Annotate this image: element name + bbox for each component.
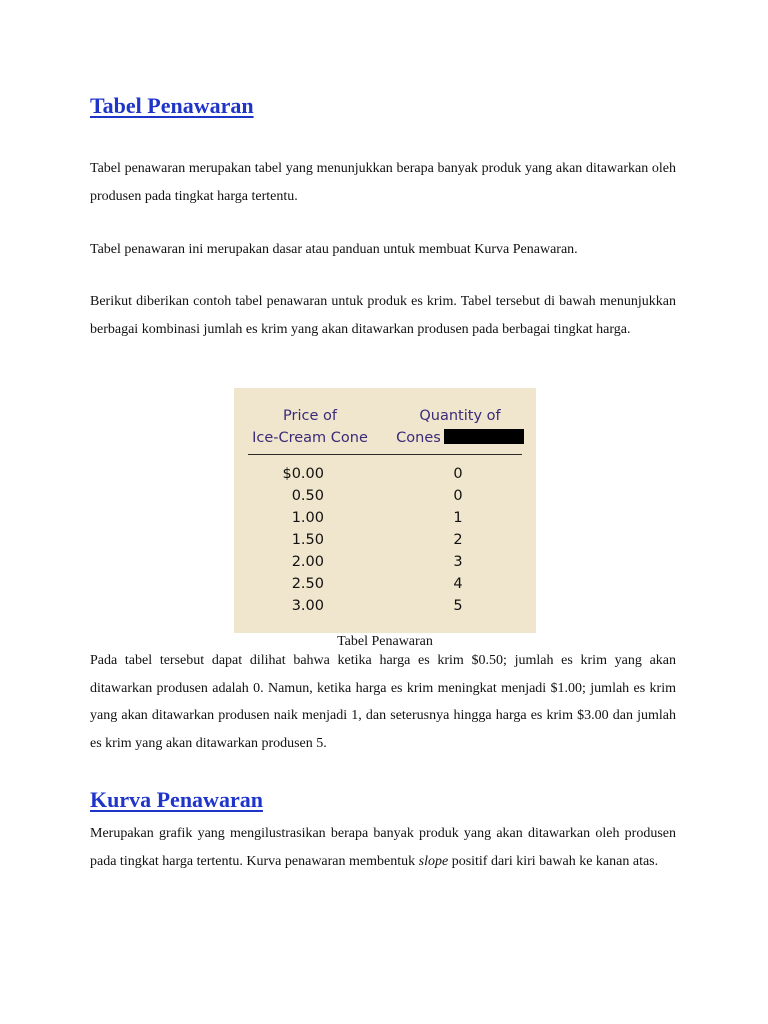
price-cell: $0.00 (282, 466, 324, 482)
quantity-cell: 5 (453, 598, 463, 614)
price-cell: 2.50 (291, 576, 324, 592)
supply-table-figure (234, 388, 536, 633)
table-row (234, 485, 536, 507)
column-header-quantity-line2-text: Cones (396, 430, 441, 446)
table-row (234, 507, 536, 529)
table-row (234, 573, 536, 595)
table-body (234, 463, 536, 617)
price-cell: 0.50 (291, 488, 324, 504)
price-cell: 2.00 (291, 554, 324, 570)
column-header-price-line1: Price of (283, 408, 337, 424)
table-caption: Tabel Penawaran (337, 634, 433, 649)
table-row (234, 551, 536, 573)
column-header-price-line2: Ice-Cream Cone (252, 430, 368, 446)
curve-text-end: positif dari kiri bawah ke kanan atas. (448, 853, 659, 869)
quantity-cell: 0 (453, 488, 463, 504)
paragraph-example-intro: Berikut diberikan contoh tabel penawaran untuk produk es krim. Tabel tersebut di bawah menunjukkan berbagai kombinasi jumlah es krim yang akan ditawarkan produsen pada berbagai tingkat harga. (90, 294, 676, 337)
heading-kurva-penawaran: Kurva Penawaran (90, 787, 263, 812)
quantity-cell: 0 (453, 466, 463, 482)
price-cell: 1.00 (291, 510, 324, 526)
paragraph-definition: Tabel penawaran merupakan tabel yang menunjukkan berapa banyak produk yang akan ditawarkan oleh produsen pada tingkat harga tertentu. (90, 161, 676, 204)
column-header-quantity-line1: Quantity of (419, 408, 501, 424)
price-cell: 3.00 (291, 598, 324, 614)
column-header-price (234, 405, 386, 449)
paragraph-table-explanation: Pada tabel tersebut dapat dilihat bahwa ketika harga es krim $0.50; jumlah es krim yang akan ditawarkan produsen adalah 0. Namun, ketika harga es krim meningkat menjadi $1.00; jumlah es krim yang akan ditawarkan produsen naik menjadi 1, dan seterusnya hingga harga es krim $3.00 dan jumlah es krim yang akan ditawarkan produsen 5. (90, 653, 676, 751)
table-row (234, 595, 536, 617)
column-header-quantity-line2 (386, 427, 534, 449)
table-row (234, 463, 536, 485)
paragraph-curve-definition (90, 820, 676, 875)
curve-text-start: Merupakan grafik yang mengilustrasikan berapa banyak produk yang akan ditawarkan oleh produsen pada tingkat harga tertentu. Kurva penawaran membentuk (90, 826, 676, 869)
quantity-cell: 1 (453, 510, 463, 526)
redaction-bar (444, 429, 524, 444)
header-divider (248, 454, 522, 455)
quantity-cell: 2 (453, 532, 463, 548)
column-header-quantity (386, 405, 534, 449)
quantity-cell: 3 (453, 554, 463, 570)
curve-text-slope: slope (418, 853, 449, 869)
paragraph-guide: Tabel penawaran ini merupakan dasar atau panduan untuk membuat Kurva Penawaran. (90, 242, 578, 257)
table-row (234, 529, 536, 551)
price-cell: 1.50 (291, 532, 324, 548)
heading-tabel-penawaran: Tabel Penawaran (90, 93, 254, 118)
quantity-cell: 4 (453, 576, 463, 592)
